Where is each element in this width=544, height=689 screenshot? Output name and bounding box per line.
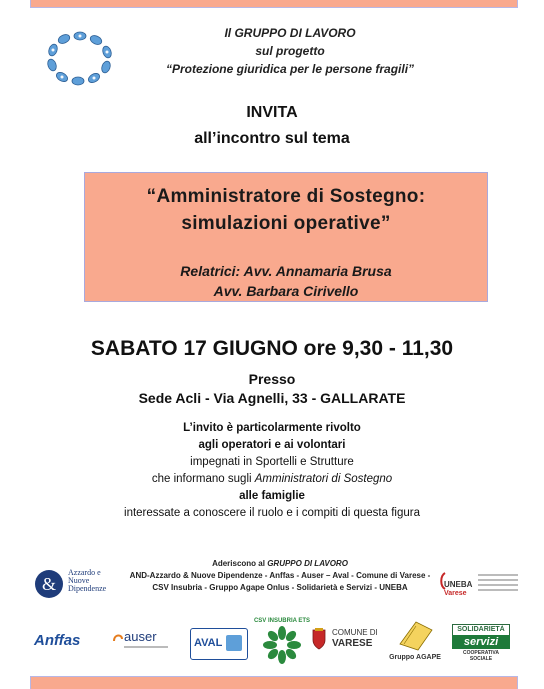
- auser-swirl-icon: [112, 631, 124, 643]
- anffas-name: Anffas: [34, 632, 81, 649]
- and-ampersand-icon: [34, 569, 64, 599]
- csv-name: CSV INSUBRIA ETS: [253, 618, 311, 624]
- group-ring-logo: [44, 30, 116, 86]
- invita-subtitle: all’incontro sul tema: [194, 130, 350, 147]
- and-line-2: Nuove: [68, 576, 90, 585]
- auser-logo: [112, 629, 172, 655]
- csv-flower-icon: [263, 626, 301, 664]
- auser-name: auser: [124, 629, 157, 644]
- header-line-3: “Protezione giuridica per le persone fragili”: [165, 62, 415, 76]
- top-decorative-band: [30, 0, 518, 8]
- speaker-line-1: Relatrici: Avv. Annamaria Brusa: [180, 263, 392, 279]
- anffas-logo: [34, 632, 100, 652]
- agape-name: Gruppo AGAPE: [389, 654, 441, 661]
- uneba-name: UNEBA: [444, 580, 473, 589]
- adhesion-line-2: AND-Azzardo & Nuove Dipendenze - Anffas - Auser – Aval - Comune di Varese -: [129, 571, 431, 580]
- agape-book-icon: [396, 618, 436, 652]
- theme-title: [85, 183, 487, 237]
- event-date: SABATO 17 GIUGNO ore 9,30 - 11,30: [90, 337, 454, 360]
- invite-line-5: alle famiglie: [239, 490, 305, 502]
- uneba-sub: Varese: [444, 590, 467, 597]
- speaker-line-2: Avv. Barbara Cirivello: [213, 283, 359, 299]
- adhesion-line-3: CSV Insubria - Gruppo Agape Onlus - Solidarietà e Servizi - UNEBA: [152, 583, 408, 592]
- adhesion-text: [120, 558, 440, 594]
- bottom-decorative-band: [30, 676, 518, 689]
- solidarieta-line-2: servizi: [452, 635, 510, 649]
- invite-body: [0, 420, 544, 522]
- invite-line-4-prefix: che informano sugli: [151, 473, 255, 485]
- invita-word: INVITA: [246, 104, 298, 121]
- speakers: [85, 261, 487, 301]
- theme-title-line-2: simulazioni operative”: [181, 213, 391, 234]
- invite-line-4: [0, 471, 544, 488]
- invite-line-4-italic: Amministratori di Sostegno: [254, 473, 393, 485]
- and-logo: [34, 565, 124, 605]
- comune-varese-logo: [312, 626, 386, 656]
- aval-mark-icon: [226, 635, 242, 651]
- adhesion-line-1: [120, 558, 440, 570]
- comune-line-1: COMUNE DI: [332, 628, 378, 637]
- venue-address: Sede Acli - Via Agnelli, 33 - GALLARATE: [138, 390, 406, 406]
- organizer-header: [140, 24, 440, 78]
- invite-line-6: interessate a conoscere il ruolo e i compiti di questa figura: [124, 507, 420, 519]
- svg-text:&: &: [41, 574, 57, 594]
- solidarieta-line-1: SOLIDARIETÀ: [452, 624, 510, 636]
- aval-logo: [190, 628, 248, 660]
- adhesion-group: GRUPPO DI LAVORO: [267, 559, 348, 568]
- aval-name: AVAL: [194, 637, 223, 649]
- invitation-heading: [0, 100, 544, 152]
- coat-of-arms-icon: [312, 628, 326, 650]
- invite-line-1: L’invito è particolarmente rivolto: [183, 422, 361, 434]
- solidarieta-line-3: COOPERATIVA SOCIALE: [463, 650, 499, 662]
- header-line-2: sul progetto: [255, 44, 325, 58]
- adhesion-prefix: Aderiscono al: [212, 559, 268, 568]
- venue-presso: Presso: [248, 371, 296, 387]
- csv-insubria-logo: [253, 618, 311, 666]
- comune-line-2: VARESE: [332, 638, 373, 649]
- theme-box: [84, 172, 488, 302]
- theme-title-line-1: “Amministratore di Sostegno:: [146, 186, 426, 207]
- and-line-3: Dipendenze: [68, 584, 107, 593]
- and-line-1: Azzardo e: [68, 568, 101, 577]
- uneba-logo: [438, 572, 518, 606]
- header-line-1: Il GRUPPO DI LAVORO: [224, 26, 356, 40]
- gruppo-agape-logo: [386, 618, 444, 668]
- event-venue: [0, 370, 544, 408]
- invite-line-3: impegnati in Sportelli e Strutture: [190, 456, 354, 468]
- invite-line-2: agli operatori e ai volontari: [198, 439, 346, 451]
- solidarieta-servizi-logo: [452, 624, 512, 660]
